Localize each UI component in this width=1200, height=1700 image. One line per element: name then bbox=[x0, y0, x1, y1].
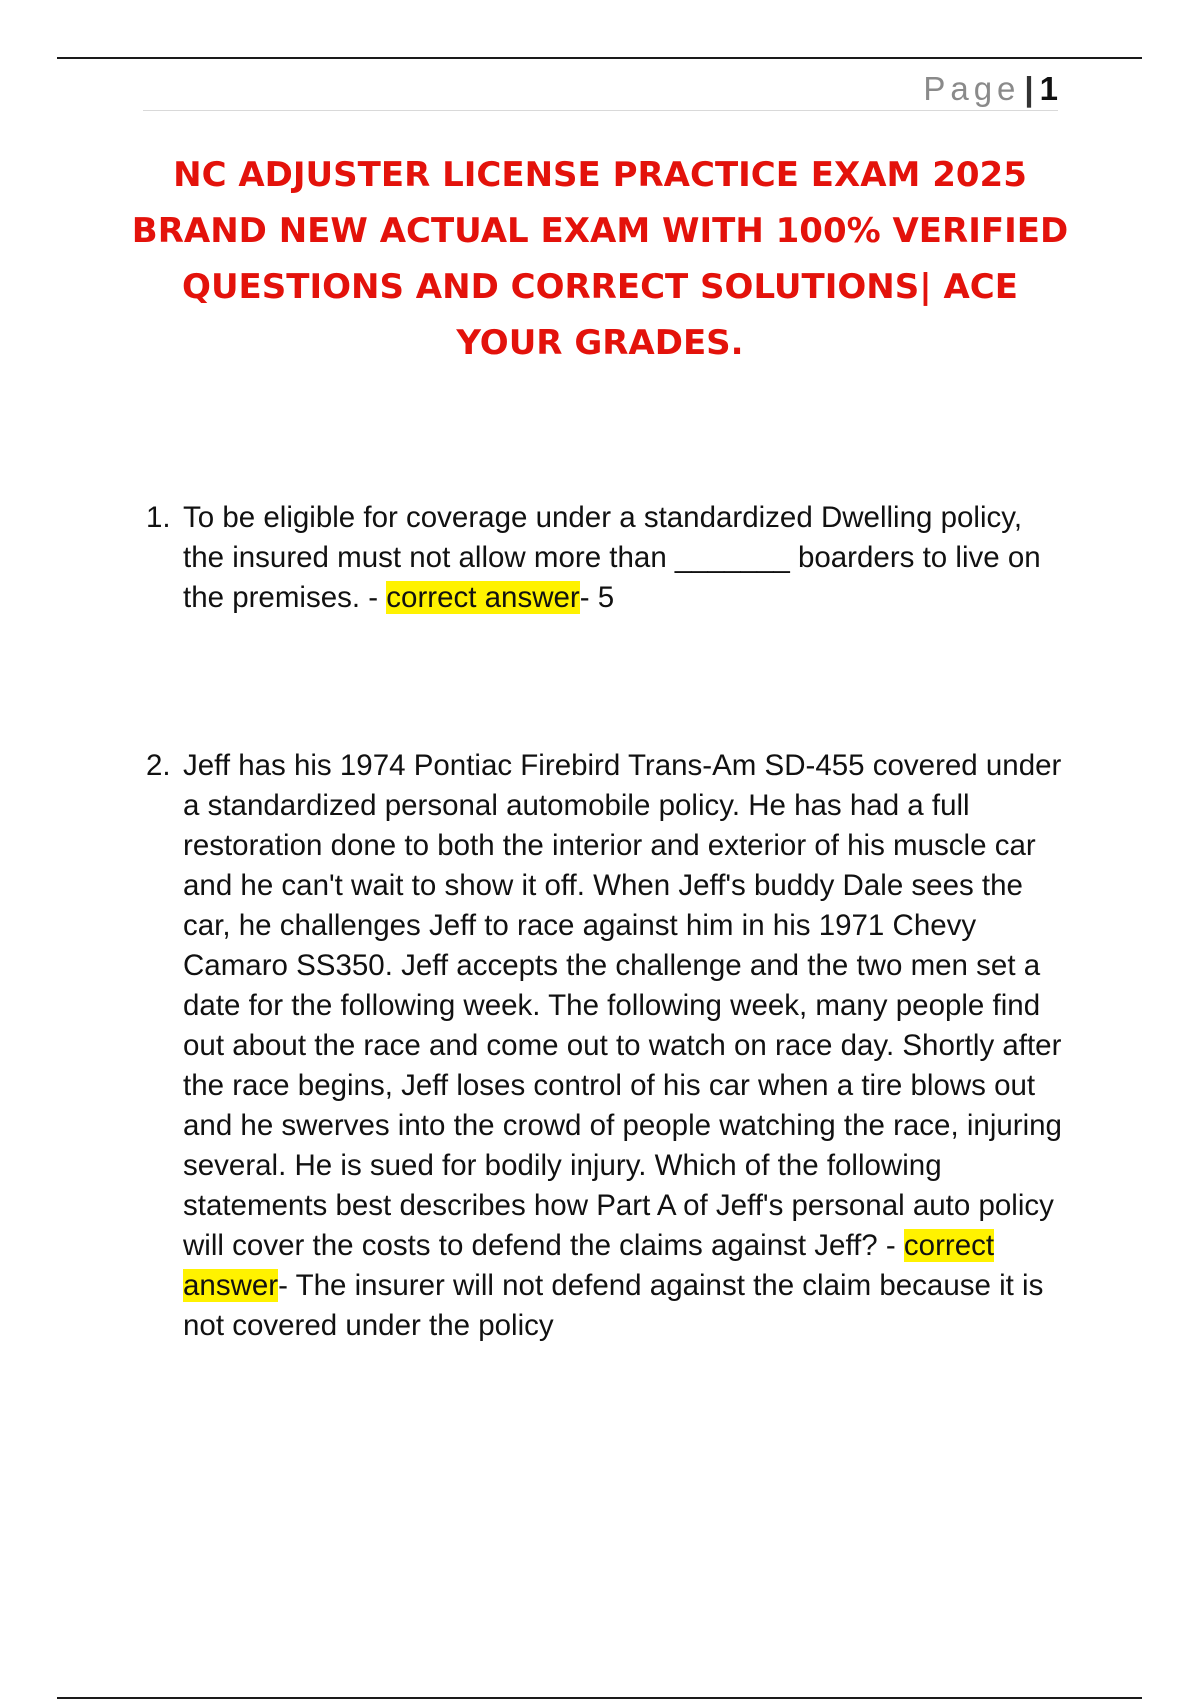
page-label: Page bbox=[923, 70, 1021, 107]
question-body: Jeff has his 1974 Pontiac Firebird Trans-Am SD-455 covered under a standardized personal automobile policy. He has had a full restoration done to both the interior and exterior of his muscle car and he can't wait to show it off. When Jeff's buddy Dale sees the car, he challenges Jeff to race against him in his 1971 Chevy Camaro SS350. Jeff accepts the challenge and the two men set a date for the following week. The following week, many people find out about the race and come out to watch on race day. Shortly after the race begins, Jeff loses control of his car when a tire blows out and he swerves into the crowd of people watching the race, injuring several. He is sued for bodily injury. Which of the following statements best describes how Part A of Jeff's personal auto policy will cover the costs to defend the claims against Jeff? - bbox=[183, 749, 1062, 1262]
page-separator: | bbox=[1024, 70, 1034, 107]
question-number: 1. bbox=[146, 501, 171, 534]
question-item bbox=[140, 746, 1070, 1346]
correct-answer-value: - 5 bbox=[579, 581, 615, 614]
question-body: To be eligible for coverage under a standardized Dwelling policy, the insured must not allow more than _______ boarders to live on the premises. - bbox=[183, 501, 1041, 614]
question-number: 2. bbox=[146, 749, 171, 782]
question-text bbox=[183, 498, 1070, 618]
correct-answer-value: - The insurer will not defend against the claim because it is not covered under the policy bbox=[183, 1269, 1044, 1342]
document-title: NC ADJUSTER LICENSE PRACTICE EXAM 2025 BRAND NEW ACTUAL EXAM WITH 100% VERIFIED QUESTIONS AND CORRECT SOLUTIONS| ACE YOUR GRADES. bbox=[131, 155, 1069, 363]
page-header bbox=[143, 68, 1058, 111]
question-text bbox=[183, 746, 1070, 1346]
top-rule bbox=[57, 57, 1142, 59]
page-number: 1 bbox=[1039, 70, 1058, 107]
question-item bbox=[140, 498, 1070, 618]
correct-answer-label: correct answer bbox=[386, 581, 580, 614]
correct-answer-label: correct answer bbox=[183, 1229, 995, 1302]
bottom-rule bbox=[57, 1697, 1142, 1699]
